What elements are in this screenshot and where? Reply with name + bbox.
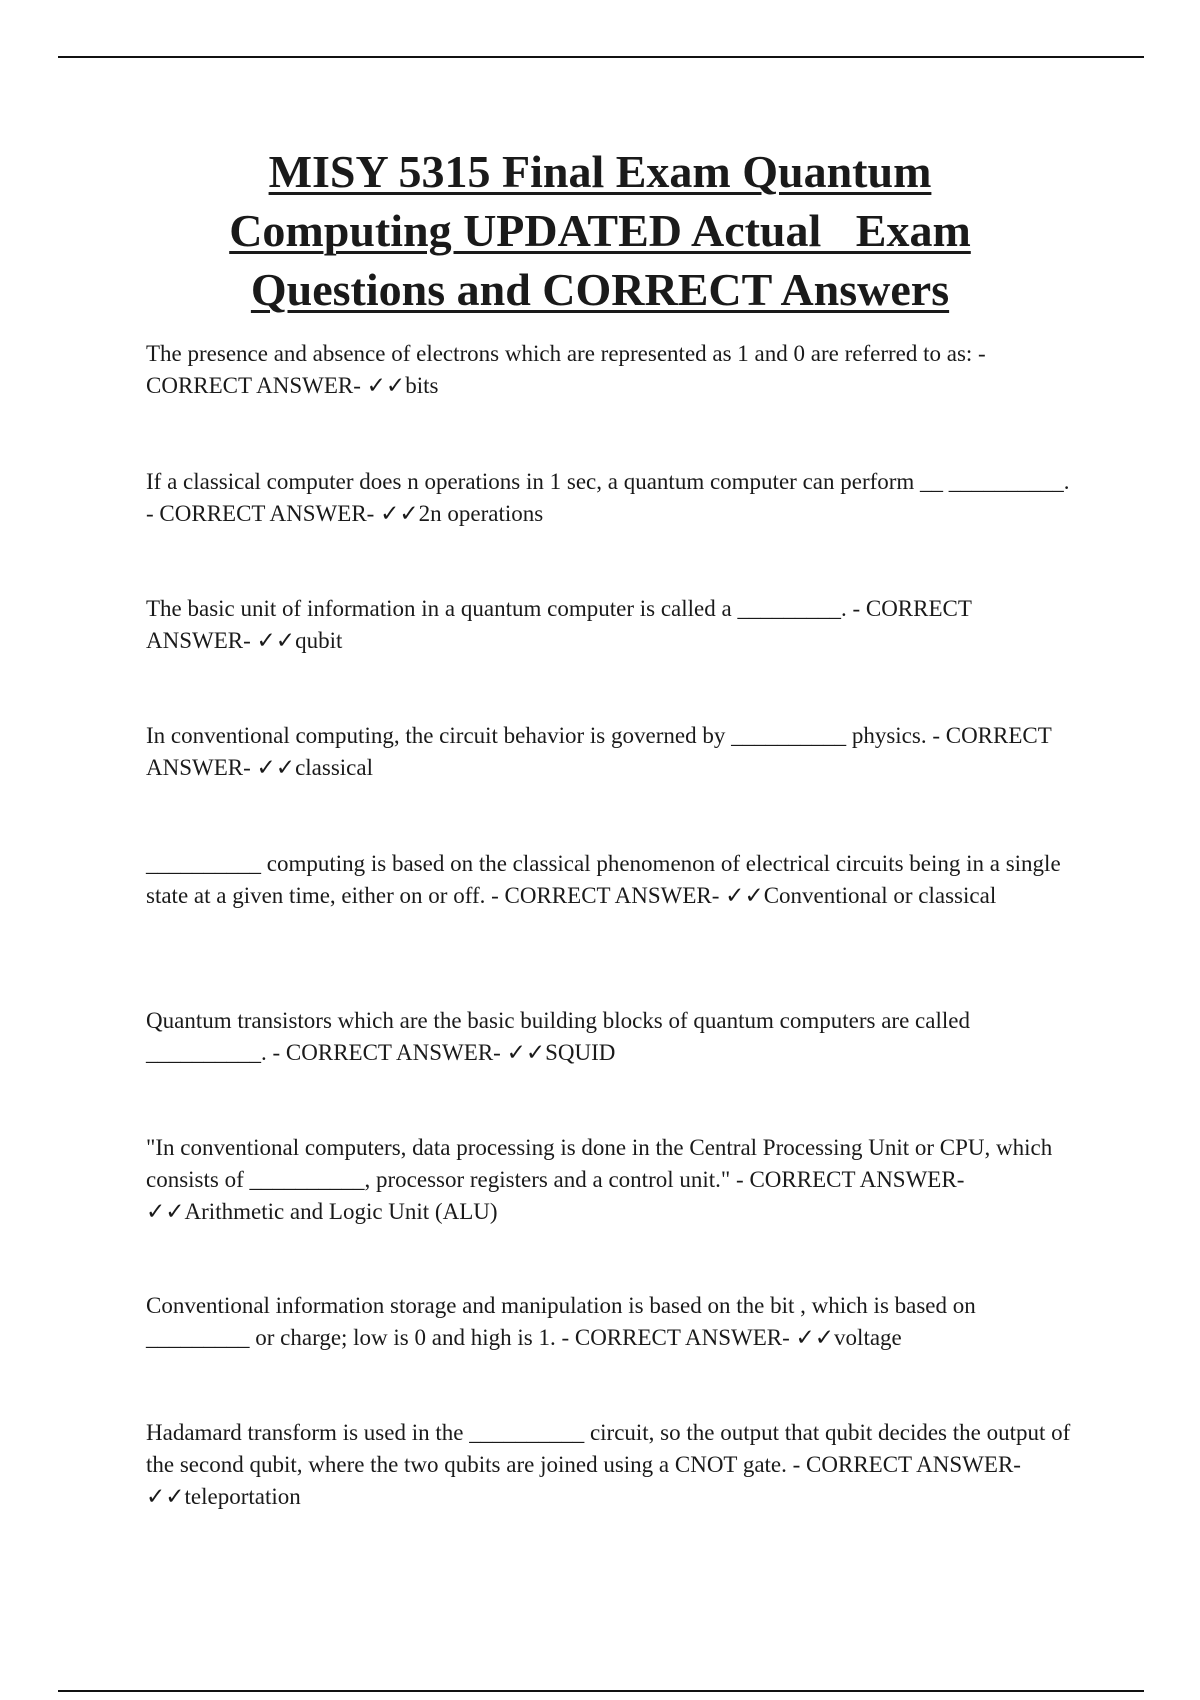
qa-item-2 [146, 466, 1076, 530]
title-line-3: Questions and CORRECT Answers [250, 264, 950, 315]
answer-text: ✓✓classical [256, 755, 373, 780]
qa-item-9 [146, 1417, 1076, 1513]
question-text: The presence and absence of electrons which are represented as 1 and 0 are referred to as: - CORRECT ANSWER- [146, 341, 986, 398]
question-text: In conventional computing, the circuit behavior is governed by __________ physics. - CORRECT ANSWER- [146, 723, 1052, 780]
answer-text: ✓✓Conventional or classical [725, 883, 997, 908]
document-title [130, 142, 1070, 319]
title-line-1: MISY 5315 Final Exam Quantum [268, 146, 932, 197]
question-text: Hadamard transform is used in the __________ circuit, so the output that qubit decides the output of the second qubit, where the two qubits are joined using a CNOT gate. - CORRECT ANSWER- [146, 1420, 1071, 1477]
qa-item-4 [146, 720, 1076, 784]
qa-item-7 [146, 1132, 1076, 1228]
answer-text: ✓✓SQUID [506, 1040, 616, 1065]
title-line-2: Computing UPDATED Actual Exam [229, 205, 971, 256]
answer-text: ✓✓Arithmetic and Logic Unit (ALU) [146, 1199, 498, 1224]
answer-text: ✓✓qubit [256, 628, 343, 653]
question-text: __________ computing is based on the classical phenomenon of electrical circuits being in a single state at a given time, either on or off. - CORRECT ANSWER- [146, 851, 1061, 908]
question-text: The basic unit of information in a quantum computer is called a _________. - CORRECT ANSWER- [146, 596, 972, 653]
top-rule [58, 56, 1144, 58]
qa-item-8 [146, 1290, 1076, 1354]
qa-item-5 [146, 848, 1076, 912]
answer-text: ✓✓2n operations [380, 501, 544, 526]
question-text: "In conventional computers, data processing is done in the Central Processing Unit or CPU, which consists of __________, processor registers and a control unit." - CORRECT ANSWER- [146, 1135, 1053, 1192]
question-text: Conventional information storage and manipulation is based on the bit , which is based on _________ or charge; low is 0 and high is 1. - CORRECT ANSWER- [146, 1293, 976, 1350]
bottom-rule [58, 1690, 1144, 1692]
question-text: If a classical computer does n operations in 1 sec, a quantum computer can perform __ __________. - CORRECT ANSWER- [146, 469, 1070, 526]
answer-text: ✓✓teleportation [146, 1484, 301, 1509]
answer-text: ✓✓voltage [795, 1325, 902, 1350]
qa-item-3 [146, 593, 1076, 657]
qa-item-6 [146, 1005, 1076, 1069]
question-text: Quantum transistors which are the basic building blocks of quantum computers are called __________. - CORRECT ANSWER- [146, 1008, 970, 1065]
qa-item-1 [146, 338, 1076, 402]
answer-text: ✓✓bits [366, 373, 439, 398]
